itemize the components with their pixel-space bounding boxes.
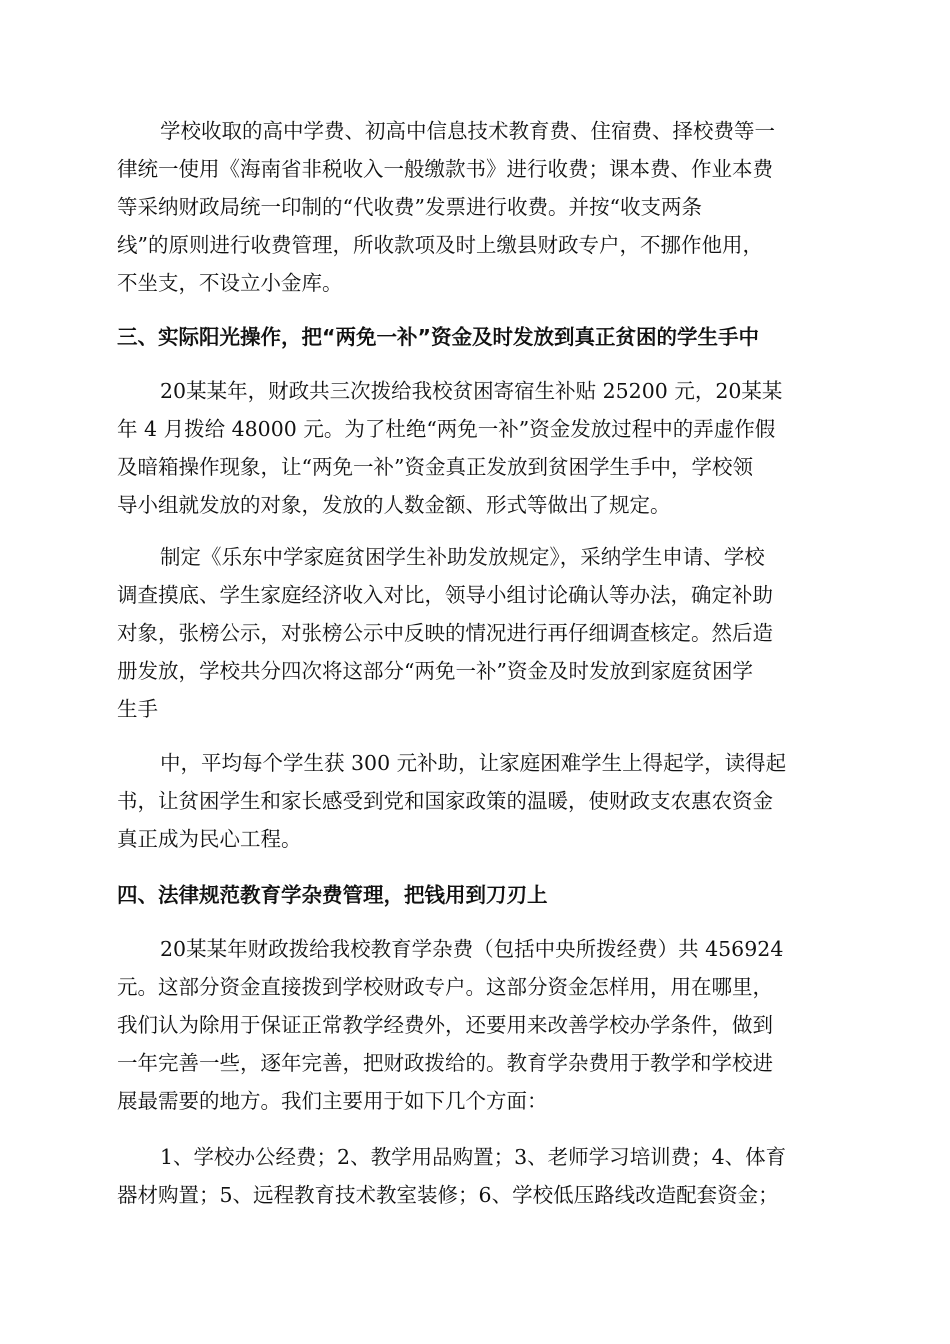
- paragraph-2-line-1: 20某某年，财政共三次拨给我校贫困寄宿生补贴 25200 元，20某某: [160, 379, 783, 403]
- paragraph-1-line-2: 律统一使用《海南省非税收入一般缴款书》进行收费；课本费、作业本费: [117, 157, 773, 181]
- paragraph-1-line-1: 学校收取的高中学费、初高中信息技术教育费、住宿费、择校费等一: [160, 119, 775, 143]
- section-heading-4: 四、法律规范教育学杂费管理，把钱用到刀刃上: [117, 883, 548, 907]
- paragraph-6-line-2: 器材购置；5、远程教育技术教室装修；6、学校低压路线改造配套资金；: [117, 1183, 779, 1207]
- paragraph-2-line-2: 年 4 月拨给 48000 元。为了杜绝“两免一补”资金发放过程中的弄虚作假: [117, 417, 776, 441]
- paragraph-1-line-3: 等采纳财政局统一印制的“代收费”发票进行收费。并按“收支两条: [117, 195, 702, 219]
- paragraph-1-line-4: 线”的原则进行收费管理，所收款项及时上缴县财政专户，不挪作他用，: [117, 233, 763, 257]
- paragraph-3-line-4: 册发放，学校共分四次将这部分“两免一补”资金及时发放到家庭贫困学: [117, 659, 753, 683]
- paragraph-3-line-5: 生手: [117, 697, 158, 721]
- paragraph-3-line-2: 调查摸底、学生家庭经济收入对比，领导小组讨论确认等办法，确定补助: [117, 583, 773, 607]
- paragraph-3-line-3: 对象，张榜公示，对张榜公示中反映的情况进行再仔细调查核定。然后造: [117, 621, 773, 645]
- paragraph-4-line-1: 中，平均每个学生获 300 元补助，让家庭困难学生上得起学，读得起: [160, 751, 787, 775]
- paragraph-2-line-3: 及暗箱操作现象，让“两免一补”资金真正发放到贫困学生手中，学校领: [117, 455, 753, 479]
- paragraph-5-line-2: 元。这部分资金直接拨到学校财政专户。这部分资金怎样用，用在哪里，: [117, 975, 773, 999]
- paragraph-2-line-4: 导小组就发放的对象，发放的人数金额、形式等做出了规定。: [117, 493, 671, 517]
- paragraph-5-line-5: 展最需要的地方。我们主要用于如下几个方面：: [117, 1089, 548, 1113]
- paragraph-6-line-1: 1、学校办公经费；2、教学用品购置；3、老师学习培训费；4、体育: [160, 1145, 787, 1169]
- paragraph-1-line-5: 不坐支，不设立小金库。: [117, 271, 343, 295]
- section-heading-3: 三、实际阳光操作，把“两免一补”资金及时发放到真正贫困的学生手中: [117, 325, 759, 349]
- paragraph-5-line-4: 一年完善一些，逐年完善，把财政拨给的。教育学杂费用于教学和学校进: [117, 1051, 773, 1075]
- paragraph-5-line-3: 我们认为除用于保证正常教学经费外，还要用来改善学校办学条件，做到: [117, 1013, 773, 1037]
- paragraph-4-line-3: 真正成为民心工程。: [117, 827, 302, 851]
- paragraph-4-line-2: 书，让贫困学生和家长感受到党和国家政策的温暖，使财政支农惠农资金: [117, 789, 773, 813]
- paragraph-3-line-1: 制定《乐东中学家庭贫困学生补助发放规定》，采纳学生申请、学校: [160, 545, 765, 569]
- paragraph-5-line-1: 20某某年财政拨给我校教育学杂费（包括中央所拨经费）共 456924: [160, 937, 784, 961]
